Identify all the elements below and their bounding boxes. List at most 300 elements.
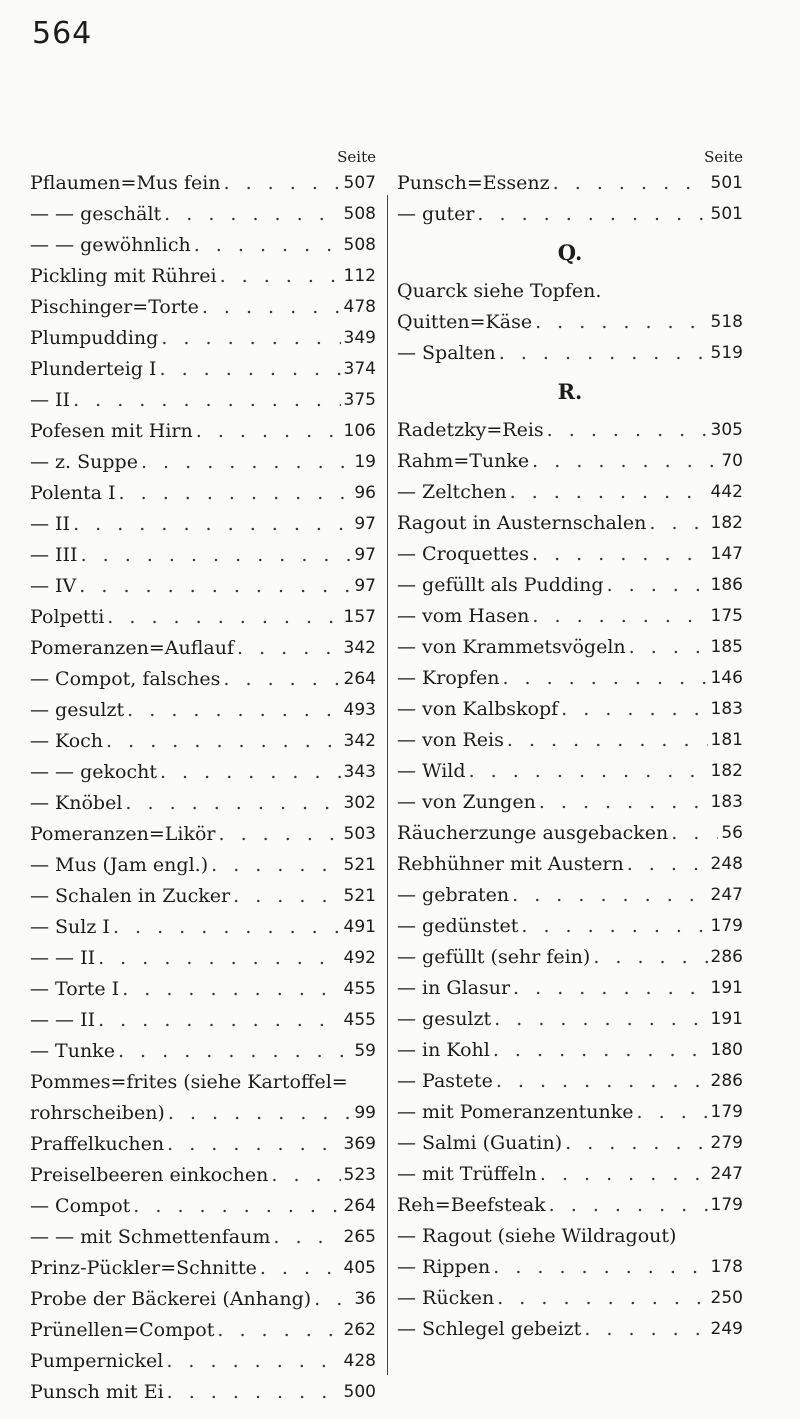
- dot-leader: [496, 1066, 708, 1097]
- entry-page: 19: [354, 452, 376, 472]
- section-letter-text: Q.: [557, 240, 583, 265]
- index-entry: [397, 725, 743, 756]
- dot-leader: [535, 307, 707, 338]
- entry-page: 279: [710, 1133, 743, 1153]
- entry-page: 305: [710, 420, 743, 440]
- dot-leader: [494, 1004, 707, 1035]
- index-entry: [397, 1252, 743, 1283]
- entry-title: — II: [30, 389, 71, 411]
- entry-page: 146: [710, 668, 743, 688]
- dot-leader: [469, 756, 708, 787]
- dot-leader: [540, 1159, 708, 1190]
- dot-leader: [477, 199, 707, 230]
- entry-page: 96: [354, 483, 376, 503]
- entry-page: 97: [354, 576, 376, 596]
- entry-title: Rahm=Tunke: [397, 450, 530, 472]
- entry-title: Pickling mit Rührei: [30, 265, 217, 287]
- index-entry: [30, 850, 376, 881]
- entry-title: — Pastete: [397, 1070, 493, 1092]
- entry-page: 375: [343, 390, 376, 410]
- dot-leader: [73, 385, 340, 416]
- index-entry: [397, 849, 743, 880]
- page-number: 564: [32, 16, 93, 51]
- index-entry: [30, 1377, 376, 1408]
- dot-leader: [502, 663, 707, 694]
- index-entry: [30, 1129, 376, 1160]
- entry-title: Ragout in Austernschalen: [397, 512, 647, 534]
- index-entry: [30, 571, 376, 602]
- section-letter: [397, 230, 743, 276]
- index-entry: [30, 416, 376, 447]
- entry-title: — gefüllt als Pudding: [397, 574, 604, 596]
- dot-leader: [512, 880, 707, 911]
- dot-leader: [202, 292, 341, 323]
- dot-leader: [273, 1222, 340, 1253]
- dot-leader: [553, 168, 708, 199]
- entry-title: — mit Pomeranzentunke: [397, 1101, 634, 1123]
- index-entry: [397, 1035, 743, 1066]
- entry-title: Pumpernickel: [30, 1350, 164, 1372]
- entry-page: 521: [343, 855, 376, 875]
- left-column-header: Seite: [337, 148, 376, 166]
- index-entry: [397, 818, 743, 849]
- entry-page: 249: [710, 1319, 743, 1339]
- entry-page: 70: [721, 451, 743, 471]
- dot-leader: [627, 849, 708, 880]
- entry-page: 182: [710, 761, 743, 781]
- section-letter: [397, 369, 743, 415]
- index-entry: [397, 1128, 743, 1159]
- entry-page: 181: [710, 730, 743, 750]
- dot-leader: [314, 1284, 351, 1315]
- dot-leader: [649, 508, 707, 539]
- entry-page: 191: [710, 1009, 743, 1029]
- dot-leader: [593, 942, 707, 973]
- entry-title: Punsch mit Ei: [30, 1381, 164, 1403]
- entry-title: — Compot: [30, 1195, 131, 1217]
- dot-leader: [561, 694, 707, 725]
- index-entry: [397, 446, 743, 477]
- entry-page: 286: [710, 1071, 743, 1091]
- entry-title: Quitten=Käse: [397, 311, 533, 333]
- entry-title: — Tunke: [30, 1040, 115, 1062]
- index-entry: [397, 601, 743, 632]
- entry-page: 405: [343, 1258, 376, 1278]
- index-entry: [397, 1097, 743, 1128]
- index-entry: [30, 1253, 376, 1284]
- entry-page: 369: [343, 1134, 376, 1154]
- dot-leader: [584, 1314, 707, 1345]
- entry-page: 183: [710, 699, 743, 719]
- dot-leader: [223, 664, 340, 695]
- dot-leader: [164, 199, 340, 230]
- entry-title: — gesulzt: [30, 699, 125, 721]
- dot-leader: [493, 1035, 708, 1066]
- entry-title: Prünellen=Compot: [30, 1319, 215, 1341]
- index-entry: [397, 632, 743, 663]
- dot-leader: [260, 1253, 341, 1284]
- dot-leader: [271, 1160, 340, 1191]
- entry-title: — Schlegel gebeizt: [397, 1318, 582, 1340]
- dot-leader: [237, 633, 341, 664]
- entry-page: 264: [343, 1196, 376, 1216]
- index-entry: [30, 509, 376, 540]
- entry-page: 180: [710, 1040, 743, 1060]
- dot-leader: [166, 1346, 340, 1377]
- index-entry: [397, 911, 743, 942]
- entry-page: 186: [710, 575, 743, 595]
- index-entry: [30, 168, 376, 199]
- entry-page: 493: [343, 700, 376, 720]
- entry-title: — — geschält: [30, 203, 162, 225]
- entry-title: — Mus (Jam engl.): [30, 854, 209, 876]
- index-entry: [397, 570, 743, 601]
- dot-leader: [671, 818, 718, 849]
- entry-page: 59: [354, 1041, 376, 1061]
- index-entry: [30, 602, 376, 633]
- index-entry: [397, 539, 743, 570]
- entry-title: — Zeltchen: [397, 481, 507, 503]
- entry-page: 175: [710, 606, 743, 626]
- entry-title: — Rippen: [397, 1256, 491, 1278]
- index-entry: [30, 1222, 376, 1253]
- entry-page: 501: [710, 173, 743, 193]
- index-entry: [30, 354, 376, 385]
- dot-leader: [113, 912, 341, 943]
- entry-page: 264: [343, 669, 376, 689]
- entry-page: 455: [343, 979, 376, 999]
- dot-leader: [160, 757, 341, 788]
- entry-title: — Ragout (siehe Wildragout): [397, 1225, 677, 1247]
- entry-page: 99: [354, 1103, 376, 1123]
- entry-title: Prinz-Pückler=Schnitte: [30, 1257, 257, 1279]
- index-entry: [397, 1004, 743, 1035]
- dot-leader: [510, 477, 708, 508]
- dot-leader: [211, 850, 340, 881]
- index-entry: [30, 1315, 376, 1346]
- entry-title: Probe der Bäckerei (Anhang): [30, 1288, 312, 1310]
- index-entry: [397, 307, 743, 338]
- entry-title: — von Zungen: [397, 791, 536, 813]
- dot-leader: [513, 973, 708, 1004]
- index-entry: [30, 943, 376, 974]
- index-entry: [397, 694, 743, 725]
- dot-leader: [493, 1252, 707, 1283]
- index-entry: [397, 1190, 743, 1221]
- entry-title: Reh=Beefsteak: [397, 1194, 546, 1216]
- entry-page: 500: [343, 1382, 376, 1402]
- index-entry: [30, 912, 376, 943]
- entry-title: — Sulz I: [30, 916, 110, 938]
- index-entry: [30, 757, 376, 788]
- entry-page: 286: [710, 947, 743, 967]
- entry-title: — guter: [397, 203, 475, 225]
- dot-leader: [160, 354, 341, 385]
- dot-leader: [532, 601, 707, 632]
- left-entries: [30, 168, 376, 1408]
- index-entry: [30, 1346, 376, 1377]
- dot-leader: [141, 447, 351, 478]
- right-entries: [397, 168, 743, 1345]
- entry-title: — von Kalbskopf: [397, 698, 559, 720]
- entry-page: 265: [343, 1227, 376, 1247]
- entry-title: — in Kohl: [397, 1039, 490, 1061]
- dot-leader: [539, 787, 708, 818]
- entry-page: 521: [343, 886, 376, 906]
- entry-title: — Salmi (Guatin): [397, 1132, 563, 1154]
- entry-title: Polpetti: [30, 606, 105, 628]
- entry-title: — Rücken: [397, 1287, 495, 1309]
- entry-page: 178: [710, 1257, 743, 1277]
- index-entry: [397, 338, 743, 369]
- dot-leader: [119, 478, 352, 509]
- dot-leader: [565, 1128, 707, 1159]
- entry-page: 374: [343, 359, 376, 379]
- entry-title: — Wild: [397, 760, 466, 782]
- entry-page: 302: [343, 793, 376, 813]
- entry-title: Plunderteig I: [30, 358, 157, 380]
- entry-title: — mit Trüffeln: [397, 1163, 537, 1185]
- dot-leader: [133, 1191, 340, 1222]
- dot-leader: [532, 446, 718, 477]
- index-entry: [30, 788, 376, 819]
- entry-title: — Spalten: [397, 342, 496, 364]
- dot-leader: [167, 1377, 341, 1408]
- entry-page: 478: [343, 297, 376, 317]
- index-entry: [30, 540, 376, 571]
- dot-leader: [499, 338, 708, 369]
- entry-title: — von Krammetsvögeln: [397, 636, 626, 658]
- dot-leader: [607, 570, 708, 601]
- index-entry: [30, 1098, 376, 1129]
- index-entry: [30, 199, 376, 230]
- index-entry: [397, 477, 743, 508]
- index-entry: [30, 974, 376, 1005]
- dot-leader: [118, 1036, 351, 1067]
- entry-title: — in Glasur: [397, 977, 511, 999]
- dot-leader: [521, 911, 707, 942]
- index-entry: [397, 1159, 743, 1190]
- section-letter-text: R.: [557, 379, 583, 404]
- entry-title: — Knöbel: [30, 792, 123, 814]
- entry-title: Pomeranzen=Auflauf: [30, 637, 234, 659]
- dot-leader: [167, 1129, 340, 1160]
- index-entry: [397, 880, 743, 911]
- dot-leader: [219, 819, 341, 850]
- entry-title: Pomeranzen=Likör: [30, 823, 216, 845]
- entry-title: — — II: [30, 1009, 96, 1031]
- entry-title: Pischinger=Torte: [30, 296, 199, 318]
- entry-page: 97: [354, 545, 376, 565]
- entry-title: Räucherzunge ausgebacken: [397, 822, 669, 844]
- entry-page: 250: [710, 1288, 743, 1308]
- dot-leader: [497, 1283, 707, 1314]
- index-entry: [397, 973, 743, 1004]
- index-entry: [397, 199, 743, 230]
- index-entry: [30, 385, 376, 416]
- index-entry: [397, 1283, 743, 1314]
- entry-title: — Croquettes: [397, 543, 530, 565]
- index-entry: [30, 1284, 376, 1315]
- entry-page: 518: [710, 312, 743, 332]
- entry-title: Polenta I: [30, 482, 116, 504]
- index-entry: [30, 1005, 376, 1036]
- index-entry: [397, 942, 743, 973]
- dot-leader: [98, 1005, 340, 1036]
- index-entry: [30, 726, 376, 757]
- index-entry: [397, 787, 743, 818]
- entry-title: — z. Suppe: [30, 451, 138, 473]
- dot-leader: [233, 881, 340, 912]
- index-entry: [30, 478, 376, 509]
- entry-page: 183: [710, 792, 743, 812]
- entry-title: Radetzky=Reis: [397, 419, 544, 441]
- index-entry: [30, 664, 376, 695]
- index-entry: [30, 881, 376, 912]
- entry-page: 106: [343, 421, 376, 441]
- entry-title: — Compot, falsches: [30, 668, 221, 690]
- index-entry: [397, 756, 743, 787]
- entry-page: 349: [343, 328, 376, 348]
- dot-leader: [217, 1315, 340, 1346]
- entry-title: — — gekocht: [30, 761, 157, 783]
- entry-page: 508: [343, 235, 376, 255]
- entry-title: — III: [30, 544, 78, 566]
- entry-title: Plumpudding: [30, 327, 159, 349]
- right-column-header: Seite: [704, 148, 743, 166]
- entry-title: Pommes=frites (siehe Kartoffel=: [30, 1071, 348, 1093]
- index-entry: [30, 1036, 376, 1067]
- entry-page: 507: [343, 173, 376, 193]
- entry-title: — IV: [30, 575, 77, 597]
- entry-title: Preiselbeeren einkochen: [30, 1164, 269, 1186]
- dot-leader: [224, 168, 341, 199]
- dot-leader: [127, 695, 340, 726]
- entry-title: Pflaumen=Mus fein: [30, 172, 221, 194]
- entry-title: — vom Hasen: [397, 605, 530, 627]
- entry-title: — Schalen in Zucker: [30, 885, 231, 907]
- dot-leader: [507, 725, 708, 756]
- column-divider: [387, 195, 388, 1375]
- entry-page: 56: [721, 823, 743, 843]
- dot-leader: [122, 974, 340, 1005]
- dot-leader: [220, 261, 341, 292]
- entry-page: 501: [710, 204, 743, 224]
- dot-leader: [637, 1097, 708, 1128]
- entry-page: 147: [710, 544, 743, 564]
- dot-leader: [196, 416, 341, 447]
- entry-title: — Kropfen: [397, 667, 500, 689]
- entry-title: — gesulzt: [397, 1008, 492, 1030]
- entry-title: — Koch: [30, 730, 104, 752]
- entry-page: 182: [710, 513, 743, 533]
- entry-page: 442: [710, 482, 743, 502]
- index-entry: [397, 415, 743, 446]
- entry-page: 262: [343, 1320, 376, 1340]
- entry-page: 248: [710, 854, 743, 874]
- entry-title: — gefüllt (sehr fein): [397, 946, 591, 968]
- entry-title: — von Reis: [397, 729, 504, 751]
- dot-leader: [81, 540, 352, 571]
- entry-page: 455: [343, 1010, 376, 1030]
- entry-page: 191: [710, 978, 743, 998]
- entry-title: — — gewöhnlich: [30, 234, 191, 256]
- entry-page: 247: [710, 885, 743, 905]
- entry-page: 342: [343, 638, 376, 658]
- entry-page: 519: [710, 343, 743, 363]
- index-entry: [397, 508, 743, 539]
- entry-page: 157: [343, 607, 376, 627]
- entry-page: 508: [343, 204, 376, 224]
- dot-leader: [106, 726, 341, 757]
- index-entry: [30, 292, 376, 323]
- dot-leader: [98, 943, 340, 974]
- dot-leader: [549, 1190, 708, 1221]
- entry-title: — — mit Schmettenfaum: [30, 1226, 271, 1248]
- dot-leader: [161, 323, 340, 354]
- dot-leader: [73, 509, 351, 540]
- entry-title: Pofesen mit Hirn: [30, 420, 193, 442]
- entry-page: 523: [343, 1165, 376, 1185]
- entry-page: 179: [710, 916, 743, 936]
- index-entry: [397, 1066, 743, 1097]
- index-entry: [30, 1191, 376, 1222]
- entry-page: 179: [710, 1102, 743, 1122]
- entry-title: Praffelkuchen: [30, 1133, 165, 1155]
- dot-leader: [532, 539, 708, 570]
- entry-page: 492: [343, 948, 376, 968]
- dot-leader: [194, 230, 341, 261]
- dot-leader: [547, 415, 708, 446]
- entry-page: 36: [354, 1289, 376, 1309]
- index-entry: [30, 1160, 376, 1191]
- entry-title: — II: [30, 513, 71, 535]
- entry-title: Rebhühner mit Austern: [397, 853, 624, 875]
- entry-page: 342: [343, 731, 376, 751]
- index-entry: [30, 447, 376, 478]
- index-entry: [397, 1314, 743, 1345]
- index-entry: [30, 695, 376, 726]
- entry-page: 491: [343, 917, 376, 937]
- index-entry: [30, 1067, 376, 1098]
- index-entry: [30, 230, 376, 261]
- index-entry: [30, 633, 376, 664]
- entry-title: — — II: [30, 947, 96, 969]
- entry-page: 97: [354, 514, 376, 534]
- index-entry: [397, 1221, 743, 1252]
- index-entry: [397, 663, 743, 694]
- index-entry: [397, 168, 743, 199]
- entry-page: 343: [343, 762, 376, 782]
- entry-page: 503: [343, 824, 376, 844]
- entry-title: Punsch=Essenz: [397, 172, 550, 194]
- dot-leader: [168, 1098, 352, 1129]
- entry-title: — Torte I: [30, 978, 120, 1000]
- entry-page: 112: [343, 266, 376, 286]
- entry-title: — gedünstet: [397, 915, 519, 937]
- dot-leader: [79, 571, 351, 602]
- index-entry: [30, 261, 376, 292]
- entry-title: rohrscheiben): [30, 1102, 165, 1124]
- entry-title: Quarck siehe Topfen.: [397, 280, 602, 302]
- dot-leader: [629, 632, 708, 663]
- entry-page: 428: [343, 1351, 376, 1371]
- entry-page: 179: [710, 1195, 743, 1215]
- entry-title: — gebraten: [397, 884, 510, 906]
- entry-page: 247: [710, 1164, 743, 1184]
- dot-leader: [107, 602, 340, 633]
- index-entry: [30, 323, 376, 354]
